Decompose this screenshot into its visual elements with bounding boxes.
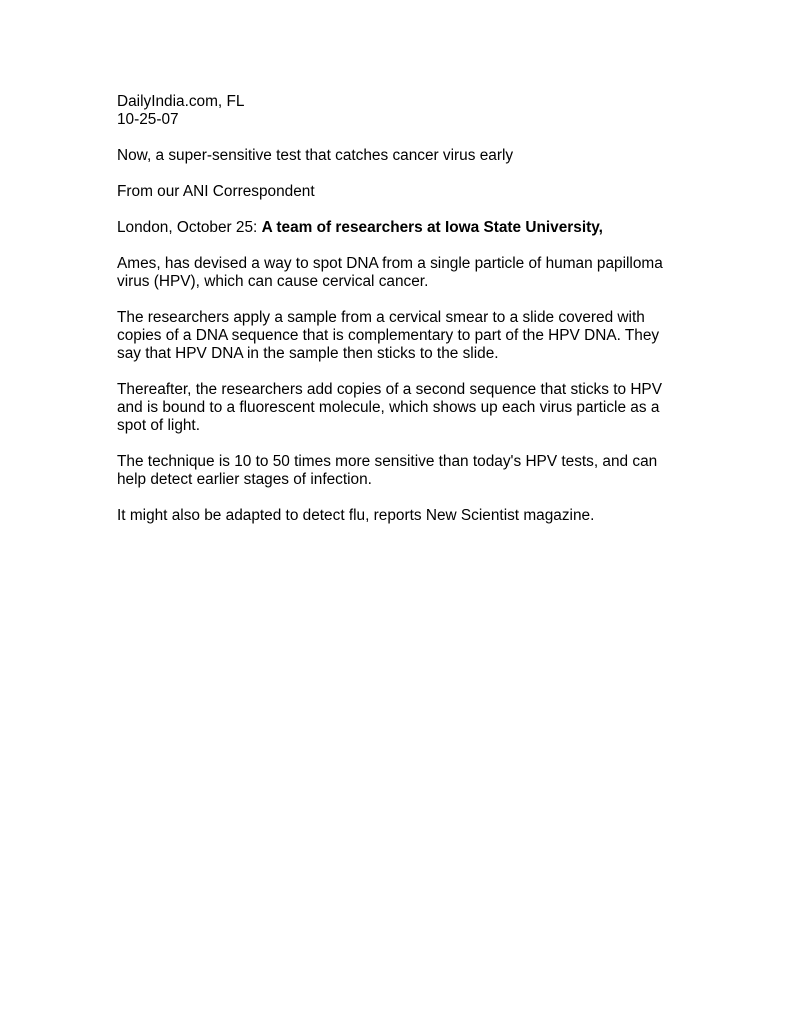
paragraph-line: The technique is 10 to 50 times more sensitive than today's HPV tests, and can — [117, 453, 658, 470]
paragraph-line: say that HPV DNA in the sample then sticks to the slide. — [117, 345, 499, 362]
paragraph-line: spot of light. — [117, 417, 200, 434]
paragraph-line: It might also be adapted to detect flu, reports New Scientist magazine. — [117, 507, 595, 524]
body-paragraph-5 — [117, 507, 677, 525]
paragraph-line: Ames, has devised a way to spot DNA from a single particle of human papilloma — [117, 255, 663, 272]
dateline: London, October 25: — [117, 219, 262, 236]
lead-paragraph — [117, 219, 677, 237]
paragraph-line: virus (HPV), which can cause cervical cancer. — [117, 273, 429, 290]
body-paragraph-4 — [117, 453, 677, 489]
paragraph-line: copies of a DNA sequence that is complementary to part of the HPV DNA. They — [117, 327, 660, 344]
headline: Now, a super-sensitive test that catches cancer virus early — [117, 147, 514, 164]
source-block — [117, 93, 677, 129]
publication-date: 10-25-07 — [117, 111, 179, 128]
body-paragraph-3 — [117, 381, 677, 435]
lead-bold-text: A team of researchers at Iowa State University, — [261, 219, 603, 236]
byline: From our ANI Correspondent — [117, 183, 315, 200]
paragraph-line: help detect earlier stages of infection. — [117, 471, 372, 488]
paragraph-line: Thereafter, the researchers add copies of a second sequence that sticks to HPV — [117, 381, 662, 398]
body-paragraph-2 — [117, 309, 677, 363]
paragraph-line: and is bound to a fluorescent molecule, which shows up each virus particle as a — [117, 399, 660, 416]
source-name: DailyIndia.com, FL — [117, 93, 245, 110]
document-page — [117, 93, 677, 543]
body-paragraph-1 — [117, 255, 677, 291]
paragraph-line: The researchers apply a sample from a cervical smear to a slide covered with — [117, 309, 645, 326]
